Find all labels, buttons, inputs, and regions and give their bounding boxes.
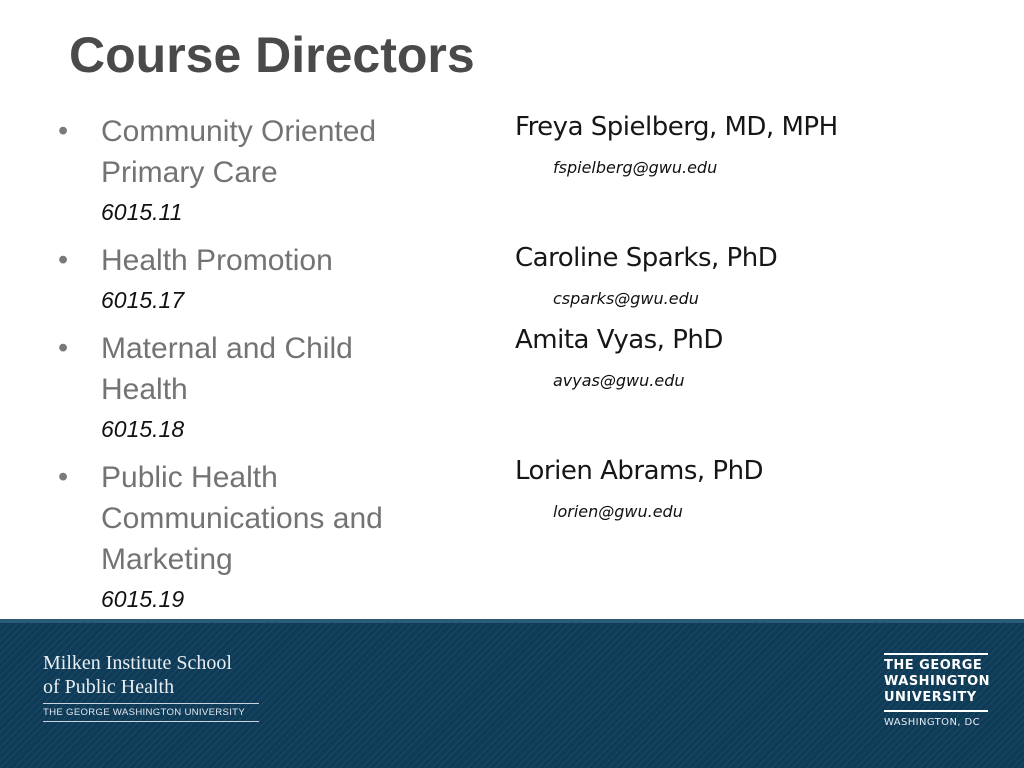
slide-title: Course Directors — [69, 27, 475, 83]
footer-banner — [0, 619, 1024, 768]
course-code: 6015.19 — [101, 586, 185, 612]
course-code: 6015.11 — [101, 199, 183, 225]
bullet-icon: • — [58, 332, 69, 364]
school-name-line2: of Public Health — [43, 676, 175, 698]
course-name: Public Health Communications and Marketing — [101, 461, 383, 576]
milken-school-logo — [43, 651, 283, 699]
director-email[interactable]: fspielberg@gwu.edu — [553, 158, 718, 177]
course-item — [58, 328, 458, 444]
gwu-wordmark — [884, 658, 991, 706]
school-subtitle: THE GEORGE WASHINGTON UNIVERSITY — [43, 703, 259, 722]
bullet-icon: • — [58, 244, 69, 276]
course-code: 6015.17 — [101, 287, 185, 313]
logo-rule — [884, 653, 988, 655]
director-email[interactable]: lorien@gwu.edu — [553, 502, 683, 521]
director-name: Amita Vyas, PhD — [515, 325, 723, 355]
director-name: Lorien Abrams, PhD — [515, 456, 764, 486]
course-name: Community Oriented Primary Care — [101, 115, 377, 189]
gwu-line1: THE GEORGE — [884, 658, 983, 673]
course-list — [58, 111, 458, 627]
course-item — [58, 111, 458, 227]
gwu-line3: UNIVERSITY — [884, 690, 977, 705]
gwu-location: WASHINGTON, DC — [884, 717, 980, 728]
school-name-line1: Milken Institute School — [43, 652, 232, 674]
gwu-line2: WASHINGTON — [884, 674, 991, 689]
course-name: Maternal and Child Health — [101, 332, 353, 406]
course-code: 6015.18 — [101, 416, 185, 442]
course-name: Health Promotion — [101, 244, 333, 277]
director-name: Caroline Sparks, PhD — [515, 243, 778, 273]
gwu-logo — [884, 653, 991, 728]
bullet-icon: • — [58, 115, 69, 147]
course-item — [58, 240, 458, 315]
director-name: Freya Spielberg, MD, MPH — [515, 112, 838, 142]
footer-top-border — [0, 619, 1024, 623]
course-item — [58, 457, 458, 614]
logo-rule — [884, 710, 988, 712]
bullet-icon: • — [58, 461, 69, 493]
director-email[interactable]: csparks@gwu.edu — [553, 289, 699, 308]
director-email[interactable]: avyas@gwu.edu — [553, 371, 685, 390]
